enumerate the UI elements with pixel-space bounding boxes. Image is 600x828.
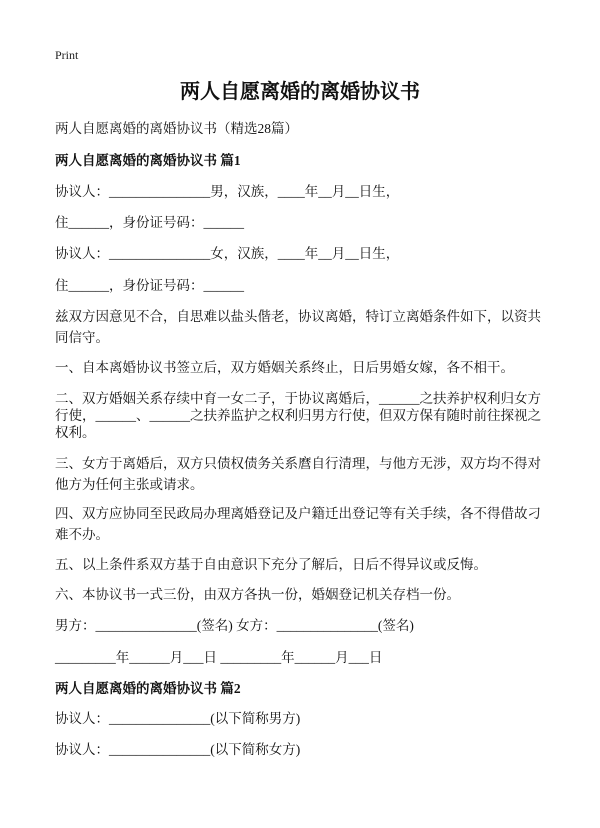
clause-2-line: 二、双方婚姻关系存续中育一女二子，于协议离婚后，______之扶养护权利归女方 — [55, 390, 541, 406]
section-2-heading: 两人自愿离婚的离婚协议书 篇2 — [55, 680, 241, 696]
party-male-line: 协议人：_______________男，汉族，____年__月__日生， — [55, 183, 400, 199]
clause-2-paragraph — [55, 390, 541, 441]
address-male-line: 住______，身份证号码：______ — [55, 214, 244, 230]
section-1-heading: 两人自愿离婚的离婚协议书 篇1 — [55, 152, 241, 168]
clause-1-line: 一、自本离婚协议书签立后，双方婚姻关系终止，日后男婚女嫁，各不相干。 — [55, 359, 514, 375]
clause-2-line: 行使，______、______之扶养监护之权利归男方行使，但双方保有随时前往探视之 — [55, 407, 541, 423]
clause-3-line: 三、女方于离婚后，双方只债权债务关系麿自行清理，与他方无涉，双方均不得对 — [55, 455, 541, 471]
page-title: 两人自愿离婚的离婚协议书 — [180, 81, 420, 103]
clause-6-line: 六、本协议书一式三份，由双方各执一份，婚姻登记机关存档一份。 — [55, 586, 460, 602]
party-female-line: 协议人：_______________女，汉族，____年__月__日生， — [55, 245, 400, 261]
clause-4-line: 四、双方应协同至民政局办理离婚登记及户籍迁出登记等有关手续，各不得借故刁 — [55, 505, 541, 521]
clause-5-line: 五、以上条件系双方基于自由意识下充分了解后，日后不得异议或反悔。 — [55, 556, 487, 572]
date-line: _________年______月___日 _________年______月___日 — [55, 649, 383, 665]
clause-1-paragraph — [55, 357, 514, 378]
preamble-line: 兹双方因意见不合，自思难以盐头偕老，协议离婚，特订立离婚条件如下，以资共 — [55, 308, 541, 324]
print-link[interactable]: Print — [55, 48, 79, 62]
address-female-line: 住______，身份证号码：______ — [55, 277, 244, 293]
clause-2-line: 权利。 — [55, 424, 96, 440]
document-subtitle: 两人自愿离婚的离婚协议书（精选28篇） — [55, 120, 298, 136]
clause-4-paragraph — [55, 503, 541, 545]
clause-4-line: 难不办。 — [55, 526, 109, 542]
section-2-party-female-line: 协议人：_______________(以下简称女方) — [55, 741, 301, 757]
clause-3-line: 他方为任何主张或请求。 — [55, 476, 204, 492]
preamble-paragraph — [55, 306, 541, 348]
preamble-line: 同信守。 — [55, 329, 109, 345]
signature-line: 男方：_______________(签名) 女方：_______________(签名) — [55, 617, 414, 633]
clause-3-paragraph — [55, 453, 541, 495]
section-2-party-male-line: 协议人：_______________(以下简称男方) — [55, 710, 301, 726]
